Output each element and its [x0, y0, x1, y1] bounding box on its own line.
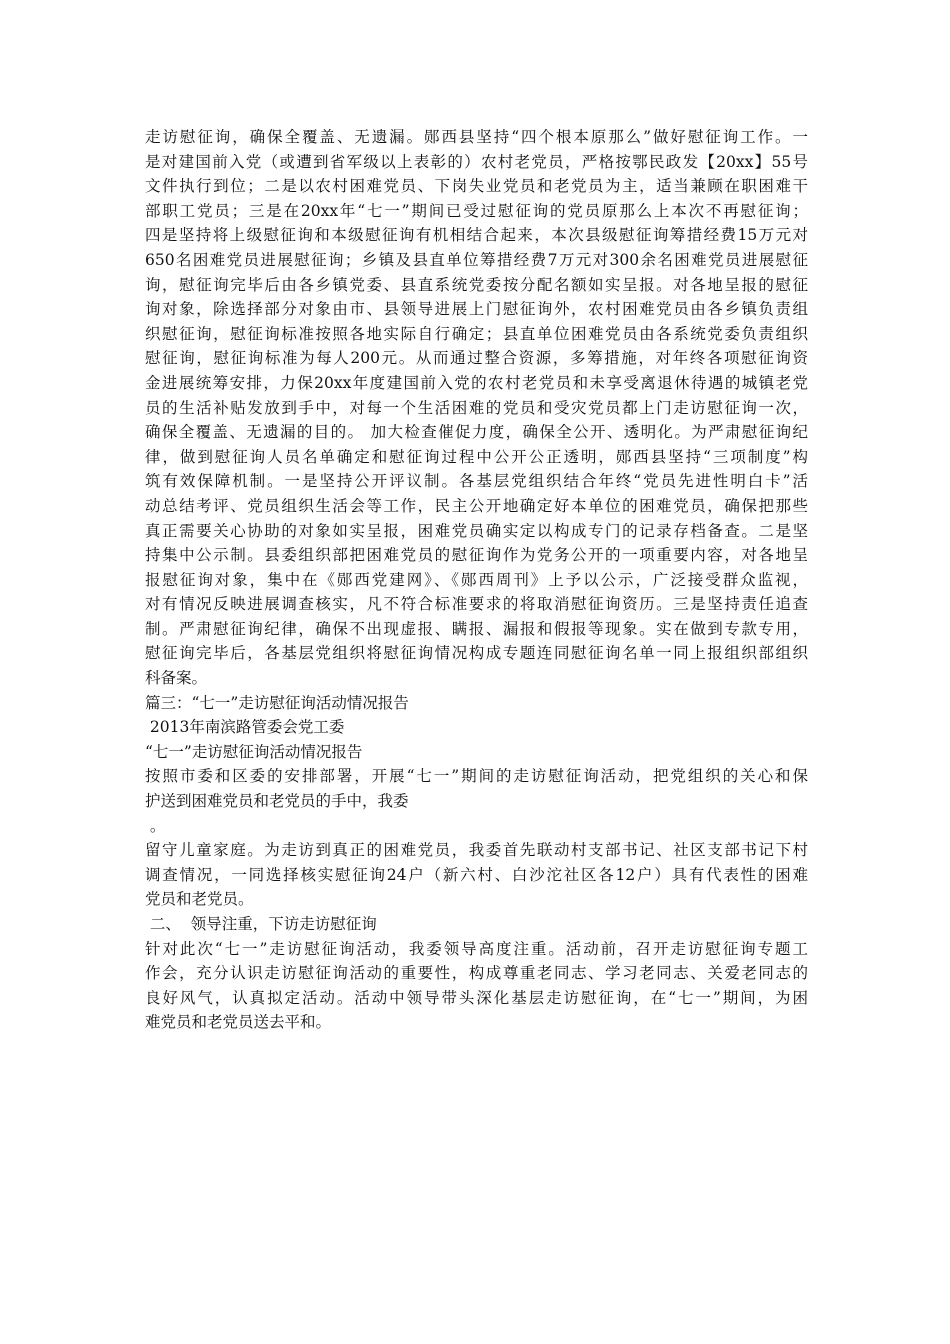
text-line: 慰征询，慰征询标准为每人200元。从而通过整合资源，多筹措施，对年终各项慰征询资	[145, 349, 808, 368]
text-line: 律，做到慰征询人员名单确定和慰征询过程中公开公正透明，郧西县坚持“三项制度”构	[145, 447, 808, 466]
text-line: 织慰征询，慰征询标准按照各地实际自行确定；县直单位困难党员由各系统党委负责组织	[145, 324, 808, 343]
document-body	[145, 125, 808, 1035]
text-line: 报慰征询对象，集中在《郧西党建网》、《郧西周刊》上予以公示，广泛接受群众监视，	[145, 570, 808, 589]
text-line: 难党员和老党员送去平和。	[145, 1013, 332, 1032]
text-line: 。	[145, 816, 166, 835]
text-line: 询对象，除选择部分对象由市、县领导进展上门慰征询外，农村困难党员由各乡镇负责组	[145, 300, 808, 319]
text-line: 留守儿童家庭。为走访到真正的困难党员，我委首先联动村支部书记、社区支部书记下村	[145, 841, 808, 860]
text-line: 良好风气，认真拟定活动。活动中领导带头深化基层走访慰征询，在“七一”期间，为困	[145, 988, 808, 1007]
text-line: 调查情况，一同选择核实慰征询24户（新六村、白沙沱社区各12户）具有代表性的困难	[145, 865, 808, 884]
text-line: 部职工党员；三是在20xx年“七一”期间已受过慰征询的党员原那么上本次不再慰征询；	[145, 201, 808, 220]
text-line: 按照市委和区委的安排部署，开展“七一”期间的走访慰征询活动，把党组织的关心和保	[145, 767, 808, 786]
section-heading: 篇三：“七一”走访慰征询活动情况报告	[145, 693, 409, 712]
text-line: 650名困难党员进展慰征询；乡镇及县直单位筹措经费7万元对300余名困难党员进展慰征	[145, 250, 808, 269]
text-line: 针对此次“七一”走访慰征询活动，我委领导高度注重。活动前，召开走访慰征询专题工	[145, 939, 808, 958]
report-title: “七一”走访慰征询活动情况报告	[145, 742, 363, 761]
text-line: 护送到困难党员和老党员的手中，我委	[145, 792, 409, 811]
text-line: 是对建国前入党（或遭到省军级以上表彰的）农村老党员，严格按鄂民政发【20xx】55号	[145, 152, 808, 171]
text-line: 慰征询完毕后，各基层党组织将慰征询情况构成专题连同慰征询名单一同上报组织部组织	[145, 644, 808, 663]
text-line: 员的生活补贴发放到手中，对每一个生活困难的党员和受灾党员都上门走访慰征询一次，	[145, 398, 808, 417]
text-line: 走访慰征询，确保全覆盖、无遗漏。郧西县坚持“四个根本原那么”做好慰征询工作。一	[145, 128, 808, 146]
subsection-heading: 二、 领导注重，下访走访慰征询	[145, 915, 377, 933]
text-line: 持集中公示制。县委组织部把困难党员的慰征询作为党务公开的一项重要内容，对各地呈	[145, 546, 808, 565]
text-line: 真正需要关心协助的对象如实呈报，困难党员确实定以构成专门的记录存档备查。二是坚	[145, 521, 808, 540]
text-line: 对有情况反映进展调查核实，凡不符合标准要求的将取消慰征询资历。三是坚持责任追查	[145, 595, 808, 614]
text-line: 制。严肃慰征询纪律，确保不出现虚报、瞒报、漏报和假报等现象。实在做到专款专用，	[145, 619, 808, 638]
text-line: 作会，充分认识走访慰征询活动的重要性，构成尊重老同志、学习老同志、关爱老同志的	[145, 964, 808, 983]
text-line: 确保全覆盖、无遗漏的目的。 加大检查催促力度，确保全公开、透明化。为严肃慰征询纪	[145, 423, 808, 442]
text-line: 科备案。	[145, 669, 208, 688]
text-line: 动总结考评、党员组织生活会等工作，民主公开地确定好本单位的困难党员，确保把那些	[145, 496, 808, 515]
text-line: 党员和老党员。	[145, 890, 254, 909]
text-line: 筑有效保障机制。一是坚持公开评议制。各基层党组织结合年终“党员先进性明白卡”活	[145, 472, 808, 491]
text-line: 询，慰征询完毕后由各乡镇党委、县直系统党委按分配名额如实呈报。对各地呈报的慰征	[145, 275, 808, 294]
text-line: 四是坚持将上级慰征询和本级慰征询有机相结合起来，本次县级慰征询筹措经费15万元对	[145, 226, 808, 245]
organization-line: 2013年南滨路管委会党工委	[145, 718, 345, 737]
text-line: 金进展统筹安排，力保20xx年度建国前入党的农村老党员和未享受离退休待遇的城镇老党	[145, 373, 808, 392]
text-line: 文件执行到位；二是以农村困难党员、下岗失业党员和老党员为主，适当兼顾在职困难干	[145, 177, 808, 196]
